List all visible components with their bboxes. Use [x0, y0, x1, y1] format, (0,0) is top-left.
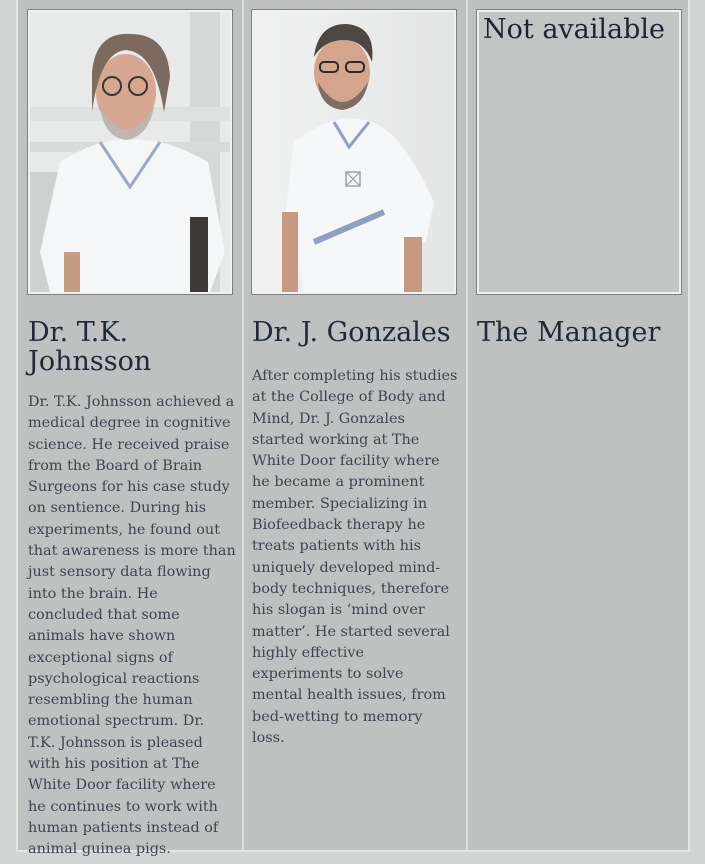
member-bio: After completing his studies at the College of Body and Mind, Dr. J. Gonzales started working at The White Door facility where he became a prominent member. Specializing in Biofeedback therapy he treats patients with his uniquely developed mind-body techniques, therefore his slogan is ‘mind over matter’. He started several highly effective experiments to solve mental health issues, from bed-wetting to memory loss. — [252, 368, 458, 747]
team-member-card — [18, 0, 242, 858]
member-photo — [28, 10, 232, 294]
member-name: Dr. J. Gonzales — [252, 317, 451, 348]
photo-unavailable-text: Not available — [483, 14, 666, 45]
team-panel — [16, 0, 690, 858]
member-bio: Dr. T.K. Johnsson achieved a medical degree in cognitive science. He received praise from the Board of Brain Surgeons for his case study on sentience. During his experiments, he found out that awareness is more than just sensory data flowing into the brain. He concluded that some animals have shown exceptional signs of psychological reactions resembling the human emotional spectrum. Dr. T.K. Johnsson is pleased with his position at The White Door facility where he continues to work with human patients instead of animal guinea pigs. — [28, 394, 236, 858]
team-member-card — [244, 0, 466, 850]
member-name: Dr. T.K. Johnsson — [28, 317, 152, 377]
member-photo — [252, 10, 456, 294]
portrait-photo-johnsson — [30, 12, 230, 292]
portrait-photo-gonzales — [254, 12, 454, 292]
member-name: The Manager — [477, 317, 661, 348]
team-member-card — [468, 0, 690, 850]
member-photo-placeholder — [477, 10, 681, 294]
